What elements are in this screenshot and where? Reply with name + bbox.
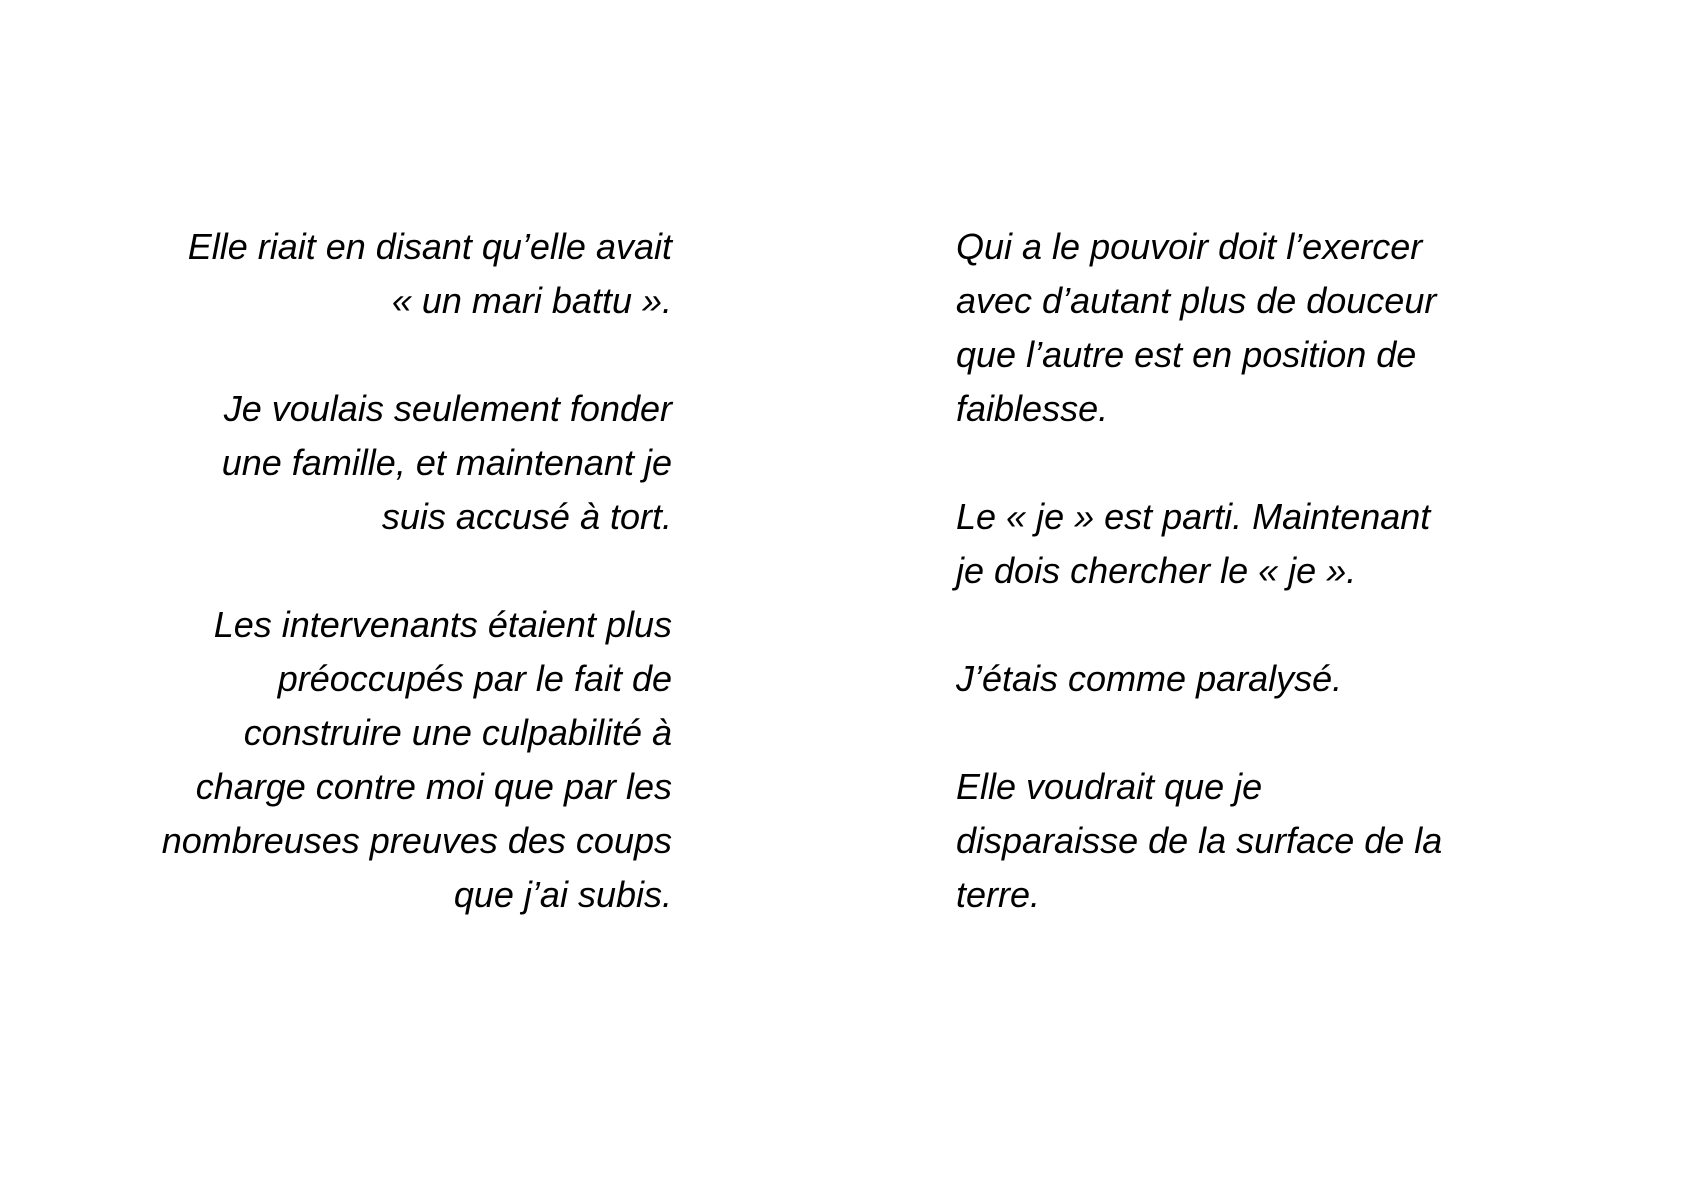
quote-line: disparaisse de la surface de la	[956, 820, 1443, 861]
quote-line: Qui a le pouvoir doit l’exercer	[956, 226, 1423, 267]
quote-line: faiblesse.	[956, 388, 1109, 429]
quote-line: Je voulais seulement fonder	[223, 388, 672, 429]
quote-line: une famille, et maintenant je	[221, 442, 672, 483]
quote-line: J’étais comme paralysé.	[956, 658, 1343, 699]
quote-line: nombreuses preuves des coups	[161, 820, 672, 861]
quote-block	[112, 220, 672, 328]
quote-line: suis accusé à tort.	[381, 496, 672, 537]
left-quote-column	[112, 220, 672, 976]
quote-line: « un mari battu ».	[391, 280, 672, 321]
quote-line: avec d’autant plus de douceur	[956, 280, 1437, 321]
quote-line: je dois chercher le « je ».	[956, 550, 1357, 591]
quote-line: préoccupés par le fait de	[277, 658, 672, 699]
quote-line: charge contre moi que par les	[195, 766, 672, 807]
quote-block	[956, 652, 1516, 706]
quote-block	[112, 598, 672, 922]
quote-line: Elle voudrait que je	[956, 766, 1263, 807]
quote-block	[956, 760, 1516, 922]
quote-block	[956, 490, 1516, 598]
right-quote-column	[956, 220, 1516, 976]
quote-block	[112, 382, 672, 544]
quote-line: Les intervenants étaient plus	[213, 604, 672, 645]
quote-line: Le « je » est parti. Maintenant	[956, 496, 1431, 537]
quote-line: que l’autre est en position de	[956, 334, 1417, 375]
quote-block	[956, 220, 1516, 436]
quote-line: terre.	[956, 874, 1041, 915]
quote-line: construire une culpabilité à	[243, 712, 672, 753]
quote-line: Elle riait en disant qu’elle avait	[187, 226, 672, 267]
quote-line: que j’ai subis.	[453, 874, 672, 915]
